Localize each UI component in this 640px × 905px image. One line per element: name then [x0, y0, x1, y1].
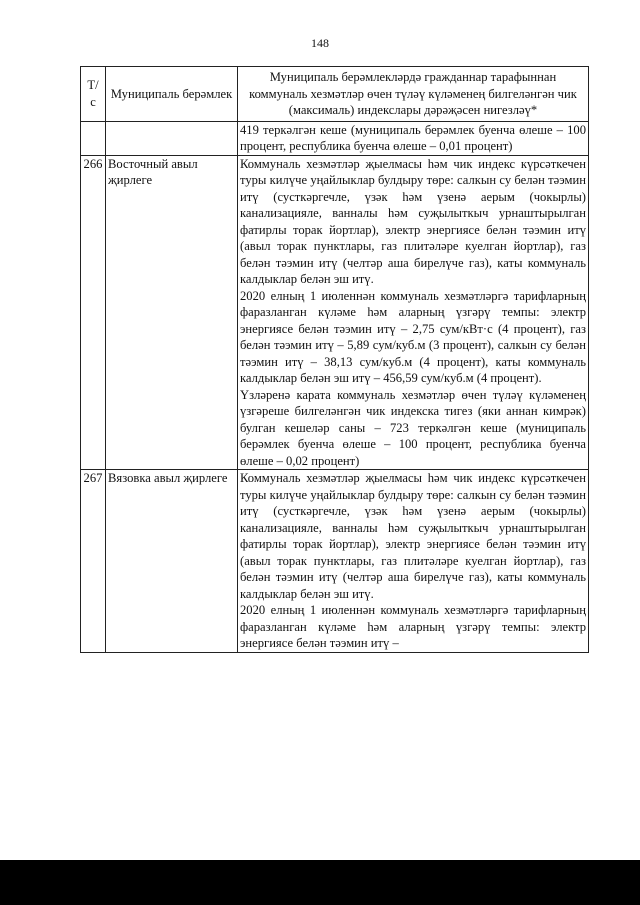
- row-number: 266: [81, 155, 106, 470]
- cell-municipality-empty: [106, 121, 238, 155]
- description-paragraph: 2020 елның 1 июленнән коммуналь хезмәтләргә тарифларның фаразланган күләме һәм аларның үзгәрү темпы: электр энергиясе белән тәэмин итү –: [240, 603, 586, 650]
- cell-num-empty: [81, 121, 106, 155]
- municipality-name: Вязовка авыл җирлеге: [106, 470, 238, 653]
- continuation-text: [238, 121, 589, 155]
- table-row: [81, 470, 589, 653]
- scan-bottom-border: [0, 860, 640, 905]
- header-municipality: Муниципаль берәмлек: [106, 67, 238, 122]
- header-num: Т/с: [81, 67, 106, 122]
- table-row: [81, 155, 589, 470]
- tariff-table: [80, 66, 589, 653]
- header-description: Муниципаль берәмлекләрдә гражданнар тарафыннан коммуналь хезмәтләр өчен түләү күләменең билгеләнгән чик (максималь) индекслары дәрәҗәсен нигезләү*: [238, 67, 589, 122]
- table-header-row: [81, 67, 589, 122]
- table-row-continuation: [81, 121, 589, 155]
- description-cell: [238, 470, 589, 653]
- continuation-paragraph: 419 теркәлгән кеше (муниципаль берәмлек буенча өлеше – 100 процент, республика буенча өлеше – 0,01 процент): [240, 122, 586, 153]
- description-cell: [238, 155, 589, 470]
- description-paragraph: 2020 елның 1 июленнән коммуналь хезмәтләргә тарифларның фаразланган күләме һәм аларның үзгәрү темпы: электр энергиясе белән тәэмин итү – 2,75 сум/кВт·с (4 процент), газ белән тәэмин итү – 5,89 сум/куб.м (3 процент), салкын су белән тәэмин итү – 38,13 сум/куб.м (4 процент), каты коммуналь калдыклар белән эш итү – 456,59 сум/куб.м (4 процент).: [240, 288, 586, 385]
- page-number: 148: [311, 36, 329, 50]
- municipality-name: Восточный авыл җирлеге: [106, 155, 238, 470]
- description-paragraph: Үзләренә карата коммуналь хезмәтләр өчен түләү күләменең үзгәреше билгеләнгән чик индекска тигез (яки аннан кимрәк) булган кешеләр саны – 723 теркәлгән кеше (муниципаль берәмлек буенча өлеше – 100 процент, республика буенча өлеше – 0,02 процент): [240, 387, 586, 468]
- row-number: 267: [81, 470, 106, 653]
- description-paragraph: Коммуналь хезмәтләр җыелмасы һәм чик индекс күрсәткечен туры килүче уңайлыклар булдыру төре: салкын су белән тәэмин итү (сусткәргечле, үзәк һәм үзенә аерым (чокырлы) канализацияле, ванналы һәм суҗылыткыч урнаштырылган фатирлы торак йортлар), электр энергиясе белән тәэмин итү (авыл торак пунктлары, газ плитәләре куелган йортлар), газ белән тәэмин итү (челтәр аша бирелүче газ), каты коммуналь калдыклар белән эш итү.: [240, 471, 586, 601]
- description-paragraph: Коммуналь хезмәтләр җыелмасы һәм чик индекс күрсәткечен туры килүче уңайлыклар булдыру төре: салкын су белән тәэмин итү (сусткәргечле, үзәк һәм үзенә аерым (чокырлы) канализацияле, ванналы һәм суҗылыткыч урнаштырылган фатирлы торак йортлар), электр энергиясе белән тәэмин итү (авыл торак пунктлары, газ плитәләре куелган йортлар), газ белән тәэмин итү (челтәр аша бирелүче газ), каты коммуналь калдыклар белән эш итү.: [240, 156, 586, 286]
